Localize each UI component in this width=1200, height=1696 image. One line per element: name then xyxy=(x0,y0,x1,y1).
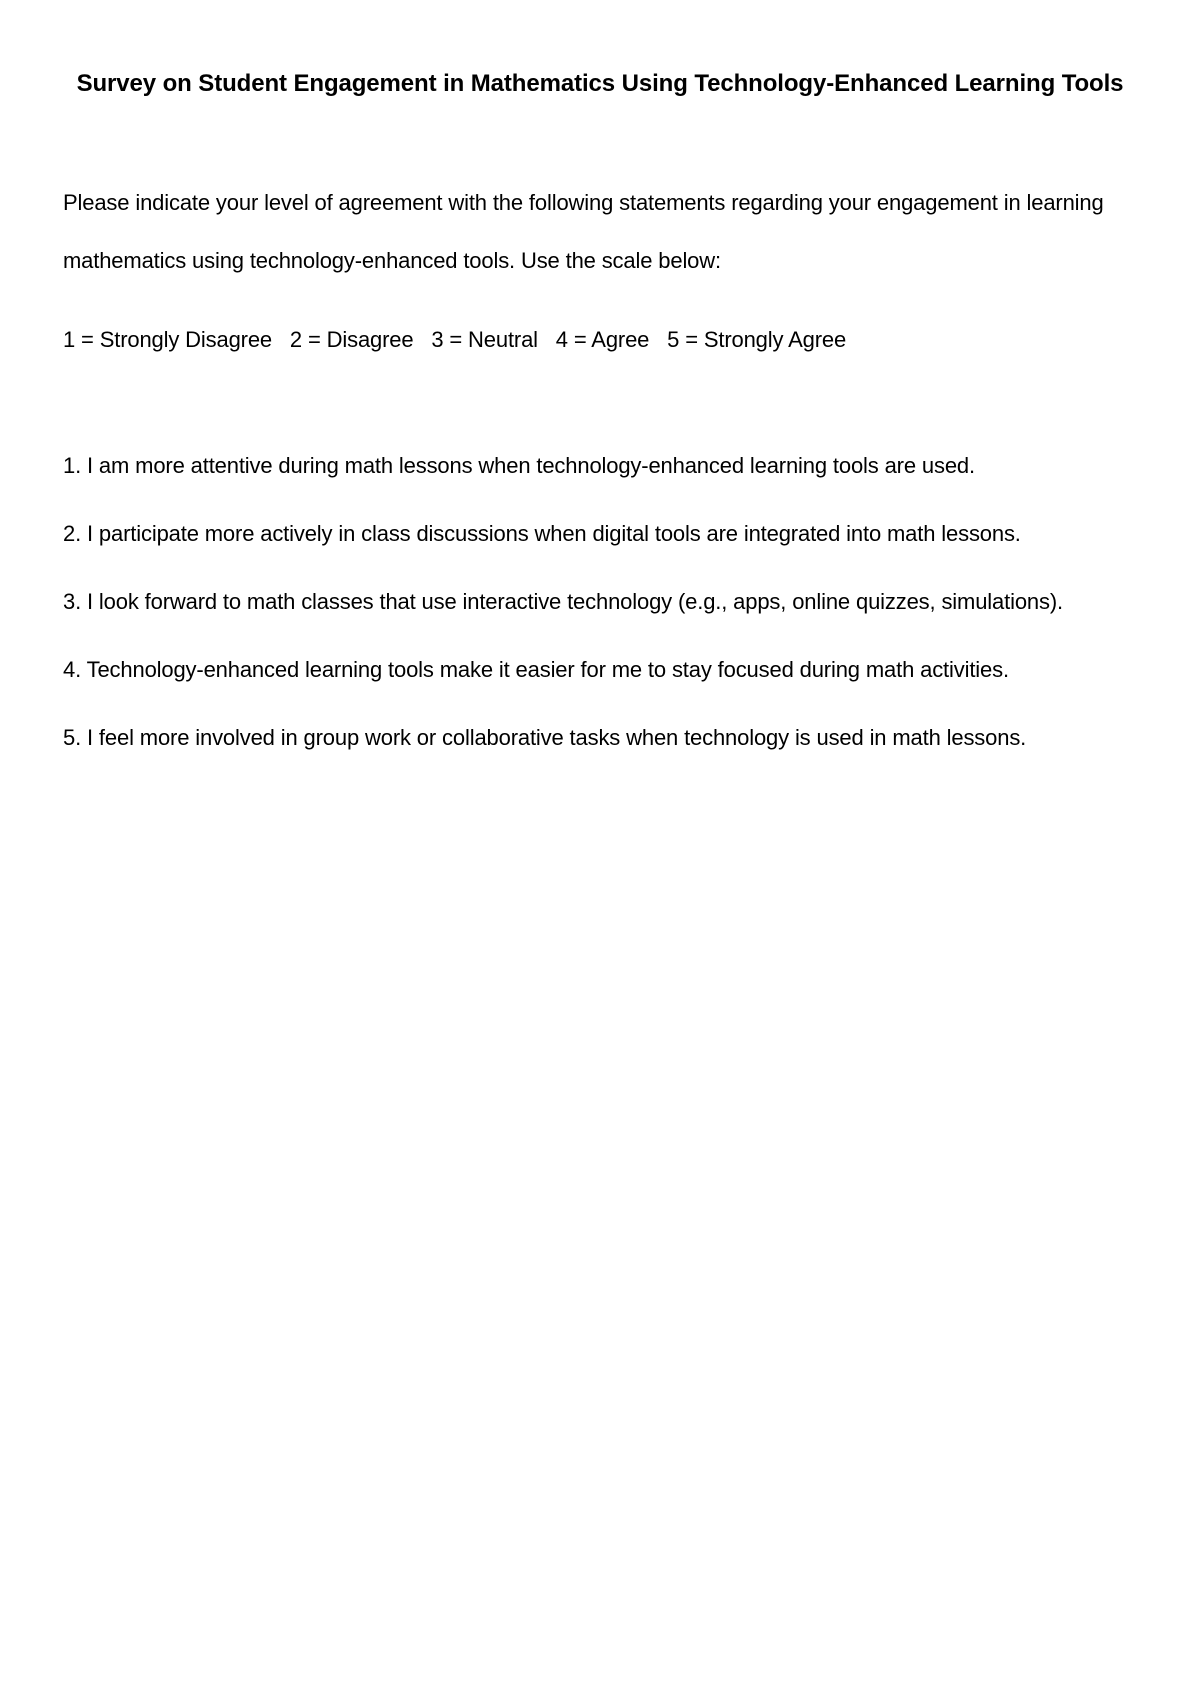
question-item-4: 4. Technology-enhanced learning tools make it easier for me to stay focused during math activities. xyxy=(63,657,1009,682)
question-item-3: 3. I look forward to math classes that use interactive technology (e.g., apps, online quizzes, simulations). xyxy=(63,589,1063,614)
question-list xyxy=(63,437,1136,767)
question-item-1: 1. I am more attentive during math lessons when technology-enhanced learning tools are used. xyxy=(63,453,975,478)
rating-scale-legend: 1 = Strongly Disagree 2 = Disagree 3 = Neutral 4 = Agree 5 = Strongly Agree xyxy=(63,327,847,352)
question-item-2: 2. I participate more actively in class discussions when digital tools are integrated into math lessons. xyxy=(63,521,1021,546)
question-item-5: 5. I feel more involved in group work or collaborative tasks when technology is used in math lessons. xyxy=(63,725,1027,750)
document-title: Survey on Student Engagement in Mathematics Using Technology-Enhanced Learning Tools xyxy=(76,70,1124,97)
survey-instructions: Please indicate your level of agreement with the following statements regarding your engagement in learning mathematics using technology-enhanced tools. Use the scale below: xyxy=(63,190,1104,273)
